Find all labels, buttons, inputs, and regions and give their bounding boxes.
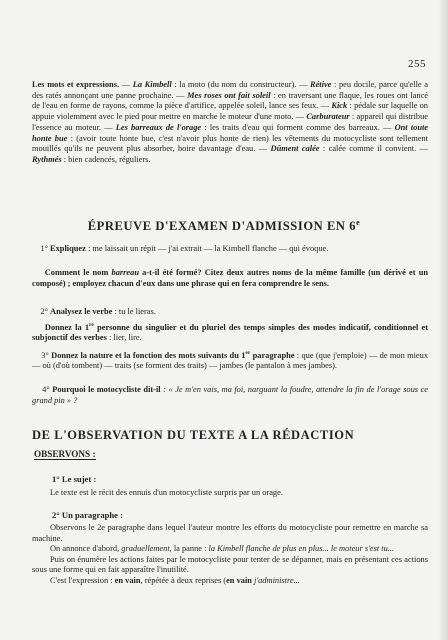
vocab-term: Les barreaux de l'orage (115, 122, 202, 132)
vocab-term: Dûment calée (270, 144, 320, 154)
vocab-term: Rythmés (32, 154, 62, 164)
vocab-definition: : les traits d'eau qui forment comme des barreaux. (201, 122, 380, 132)
observation-section-title: DE L'OBSERVATION DU TEXTE A LA RÉDACTION (32, 428, 355, 442)
exam-section-title: ÉPREUVE D'EXAMEN D'ADMISSION EN 6e (87, 218, 361, 234)
analysis-paragraph-3: Puis on énumère les actions faites par le motocycliste pour tenter de se dépanner, mais en présentant ces actions sous une forme qui en fait apparaître l'inutilité. (32, 554, 428, 575)
vocab-term: La Kimbell (132, 80, 172, 89)
vocab-term: Rétive (310, 80, 332, 89)
question-2-followup: Donnez la 1re personne du singulier et du pluriel des temps simples des modes indicatif, conditionnel et subjonctif des verbes : lier, lire. (32, 322, 429, 343)
vocabulary-paragraph: Les mots et expressions. — La Kimbell : la moto (du nom du constructeur). — Rétive : peu docile, parce qu'elle a des ratés annonçant une panne prochaine. — Mes roses ont fait soleil : en traversant une flaque, les roues ont lancé de l'eau en forme de rayons, comme la pièce d'artifice, appelée soleil, lance ses feux. — Kick : pédale sur laquelle on appuie violemment avec le pied pour mettre en marche le moteur d'une moto. — Carburateur : appareil qui distribue l'essence au moteur. — Les barreaux de l'orage : les traits d'eau qui forment comme des barreaux. — Ont toute honte bue : (avoir toute honte bue, c'est n'avoir plus honte de rien) les vêtements du motocycliste sont tellement mouillés qu'ils ne peuvent plus absorber, boire davantage d'eau. — Dûment calée : calée comme il convient. — Rythmés : bien cadencés, réguliers. (32, 80, 429, 164)
vocab-term: Kick (331, 101, 348, 111)
observons-heading: OBSERVONS : (34, 449, 96, 459)
paragraph-analysis (32, 523, 428, 587)
vocab-definition: : (avoir toute honte bue, c'est n'avoir plus honte de rien) les vêtements du motocycliste sont tellement mouillés qu'ils ne peuvent plus absorber, boire davantage d'eau. (32, 133, 428, 154)
subject-text: Le texte est le récit des ennuis d'un motocycliste surpris par un orage. (50, 488, 283, 497)
question-2: 2° Analysez le verbe : tu le lieras. (40, 307, 156, 316)
question-3: 3° Donnez la nature et la fonction des mots suivants du 1er paragraphe : que (que j'emploie) — de mon mieux — où (d'où tombent) — traits (se forment des traits) — jambes (le pantalon à mes jambes). (32, 350, 429, 371)
analysis-paragraph-4: C'est l'expression : en vain, répétée à deux reprises (en vain j'administre... (50, 575, 300, 585)
vocab-definition: : calée comme il convient. (319, 144, 417, 154)
paragraph-label: 2° Un paragraphe : (52, 510, 123, 520)
analysis-paragraph-1: Observons le 2e paragraphe dans lequel l'auteur montre les efforts du motocycliste pour remettre en marche sa machine. (32, 523, 428, 543)
vocab-definition: : la moto (du nom du constructeur). (171, 80, 297, 89)
question-1-followup: Comment le nom barreau a-t-il été formé? Citez deux autres noms de la même famille (un dérivé et un composé) ; employez chacun d'eux dans une phrase qui en fera comprendre le sens. (32, 268, 429, 288)
page-edge-shadow (438, 0, 448, 640)
question-1: 1° Expliquez : me laissait un répit — j'ai extrait — la Kimbell flanche — qui évoque. (40, 244, 329, 253)
vocab-definition: : bien cadencés, réguliers. (61, 154, 151, 164)
vocab-definition: : appareil qui distribue l'essence au moteur. (32, 112, 428, 132)
analysis-paragraph-2: On annonce d'abord, graduellement, la panne : la Kimbell flanche de plus en plus... le moteur s'est tu... (50, 544, 395, 554)
question-4: 4° Pourquoi le motocycliste dit-il : « Je m'en vais, ma foi, narguant la foudre, attendre la fin de l'orage sous ce grand pin » ? (32, 385, 429, 405)
vocab-definition: : en traversant une flaque, les roues ont lancé de l'eau en forme de rayons, comme la pièce d'artifice, appelée soleil, lance ses feux. (32, 90, 429, 111)
page-number: 255 (408, 58, 426, 70)
vocab-term: Carburateur (306, 112, 350, 122)
vocab-definition: : peu docile, parce qu'elle a des ratés annonçant une panne prochaine. (32, 80, 428, 100)
subject-label: 1° Le sujet : (52, 474, 97, 484)
vocab-term: Ont toute honte bue (32, 122, 429, 143)
vocab-definition: : pédale sur laquelle on appuie violemment avec le pied pour mettre en marche le moteur d'une moto. (32, 101, 428, 122)
vocab-term: Mes roses ont fait soleil (187, 90, 271, 100)
vocab-heading: Les mots et expressions. (32, 80, 120, 89)
